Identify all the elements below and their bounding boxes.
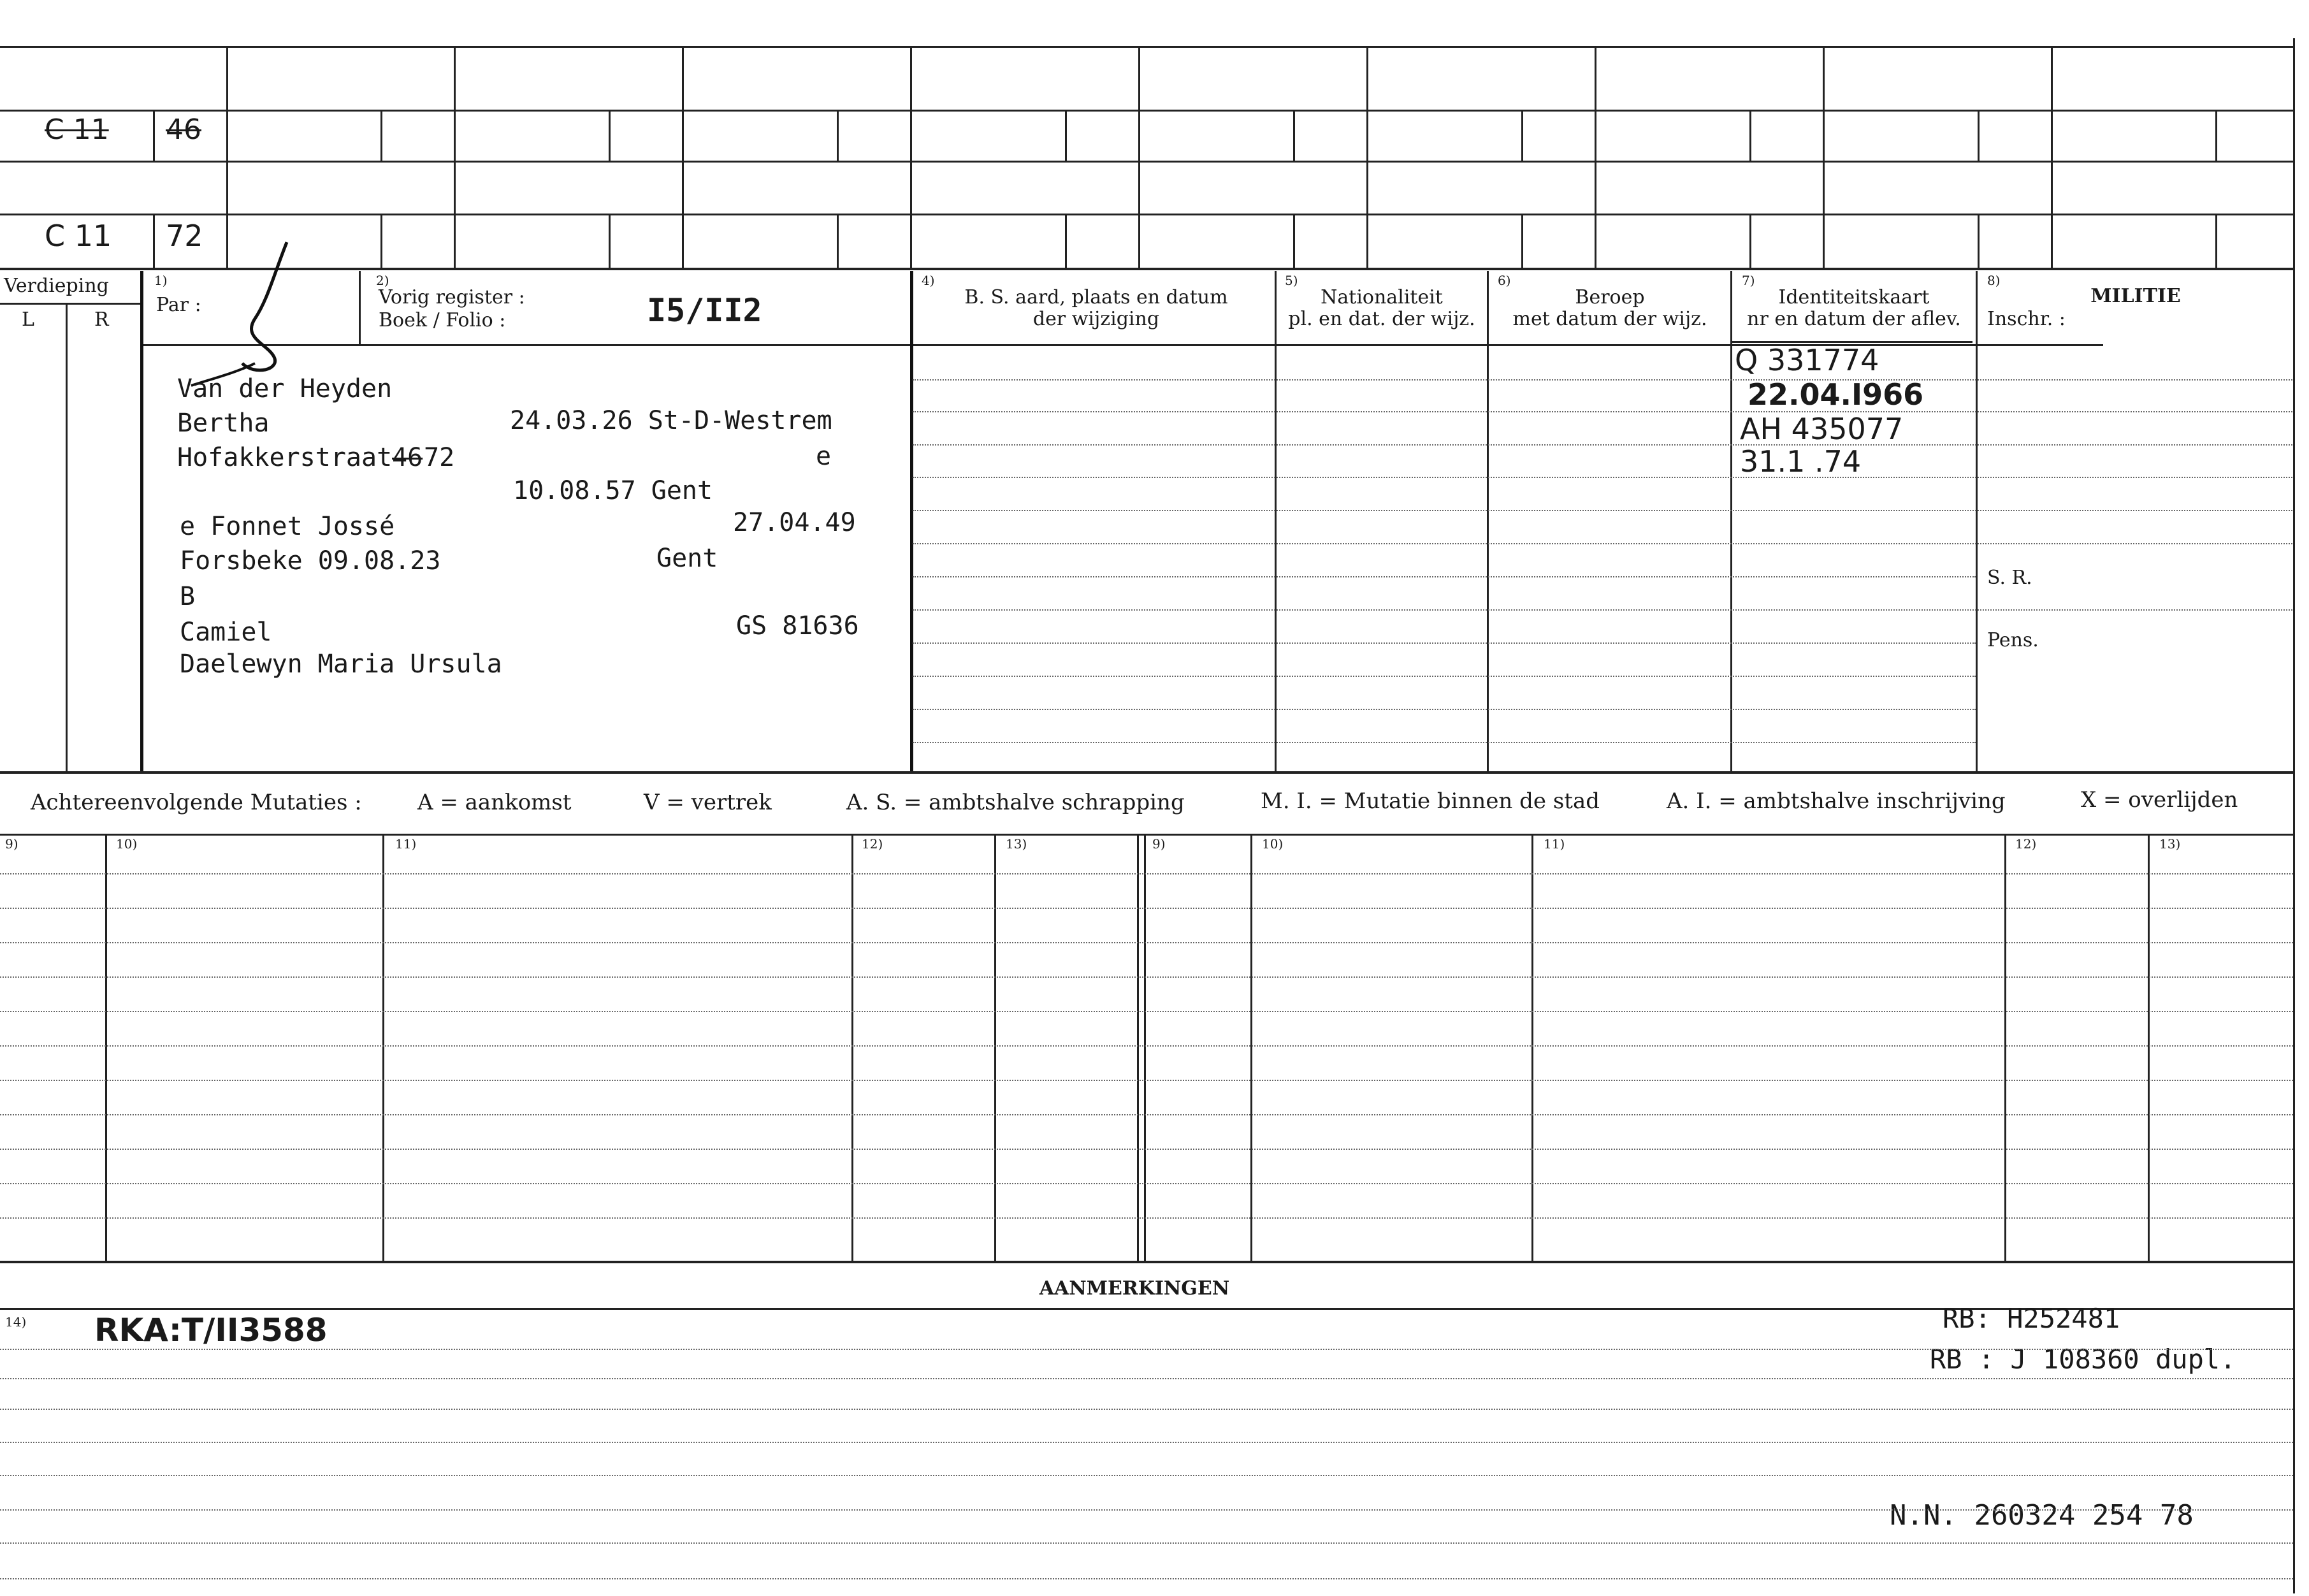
col6-label-b: met datum der wijz. <box>1512 308 1707 330</box>
old-section-code: C 11 <box>45 113 109 146</box>
mutations-title: Achtereenvolgende Mutaties : <box>31 790 362 815</box>
col4-label-b: der wijziging <box>1032 308 1160 330</box>
mut-col-10b: 10) <box>1262 836 1284 852</box>
col4-label-a: B. S. aard, plaats en datum <box>964 286 1228 308</box>
col5-number: 5) <box>1285 273 1298 288</box>
national-number: N.N. 260324 254 78 <box>1890 1499 2194 1532</box>
col2-number: 2) <box>376 273 389 288</box>
par-label: Par : <box>156 294 201 316</box>
id-card-number-2: AH 435077 <box>1740 412 1904 446</box>
street: Hofakkerstraat <box>177 443 393 472</box>
mut-col-11: 11) <box>395 836 417 852</box>
mut-col-9: 9) <box>5 836 18 852</box>
col6-label-a: Beroep <box>1575 286 1645 308</box>
rb-number-2: RB : J 108360 dupl. <box>1930 1344 2236 1375</box>
legend-internal-move: M. I. = Mutatie binnen de stad <box>1261 788 1600 814</box>
legend-registration: A. I. = ambtshalve inschrijving <box>1667 788 2006 814</box>
mut-col-12b: 12) <box>2015 836 2037 852</box>
house-number: 72 <box>166 219 203 253</box>
arrival-date-place: 10.08.57 Gent <box>513 476 713 505</box>
legend-death: X = overlijden <box>2081 787 2238 813</box>
col5-label-a: Nationaliteit <box>1321 286 1443 308</box>
boek-folio-label: Boek / Folio : <box>379 309 506 331</box>
id-card-date-2: 31.1 .74 <box>1740 444 1862 479</box>
spouse-birth: Forsbeke 09.08.23 <box>180 546 441 576</box>
col8-number: 8) <box>1987 273 2001 288</box>
mut-col-13: 13) <box>1006 836 1027 852</box>
surname: Van der Heyden <box>177 374 393 403</box>
parent-marker: B <box>180 582 196 611</box>
new-number: 72 <box>424 443 455 472</box>
verdieping-r-label: R <box>94 308 109 331</box>
col1-number: 1) <box>154 273 168 288</box>
legend-departure: V = vertrek <box>644 790 772 815</box>
old-number: 46 <box>392 443 423 472</box>
legend-arrival: A = aankomst <box>417 790 572 815</box>
gs-code: GS 81636 <box>736 611 859 641</box>
sr-label: S. R. <box>1987 567 2032 589</box>
id-card-number: Q 331774 <box>1735 343 1879 377</box>
marker-e: e <box>816 442 832 471</box>
mut-col-11b: 11) <box>1544 836 1565 852</box>
col7-number: 7) <box>1742 273 1755 288</box>
inschr-label: Inschr. : <box>1987 308 2066 330</box>
birth-date-place: 24.03.26 St-D-Westrem <box>510 406 832 435</box>
verdieping-l-label: L <box>22 308 34 331</box>
mut-col-12: 12) <box>862 836 883 852</box>
handwritten-mark-icon <box>178 236 306 389</box>
mut-col-10: 10) <box>116 836 138 852</box>
mut-col-9b: 9) <box>1152 836 1166 852</box>
col7-label-a: Identiteitskaart <box>1778 286 1930 308</box>
col6-number: 6) <box>1498 273 1511 288</box>
mother-name: Daelewyn Maria Ursula <box>180 649 502 679</box>
boek-folio-value: I5/II2 <box>647 292 762 329</box>
father-name: Camiel <box>180 618 272 647</box>
militie-label: MILITIE <box>2090 285 2181 307</box>
old-house-number: 46 <box>166 113 201 146</box>
rb-number-1: RB: H252481 <box>1943 1303 2120 1334</box>
vorig-register-label: Vorig register : <box>379 286 525 308</box>
first-name: Bertha <box>177 409 270 438</box>
col4-number: 4) <box>922 273 935 288</box>
pens-label: Pens. <box>1987 629 2039 651</box>
remarks-number: 14) <box>5 1314 27 1330</box>
col7-label-b: nr en datum der aflev. <box>1747 308 1961 330</box>
section-code: C 11 <box>45 219 112 253</box>
remarks-title: AANMERKINGEN <box>1039 1277 1230 1300</box>
spouse-name: e Fonnet Jossé <box>180 512 395 541</box>
col5-label-b: pl. en dat. der wijz. <box>1288 308 1475 330</box>
legend-deregistration: A. S. = ambtshalve schrapping <box>846 790 1185 815</box>
id-card-date: 22.04.I966 <box>1748 377 1924 412</box>
marriage-date: 27.04.49 <box>733 508 856 537</box>
verdieping-label: Verdieping <box>4 275 109 297</box>
rka-reference: RKA:T/II3588 <box>94 1312 328 1349</box>
marriage-place: Gent <box>656 544 718 573</box>
mut-col-13b: 13) <box>2159 836 2181 852</box>
